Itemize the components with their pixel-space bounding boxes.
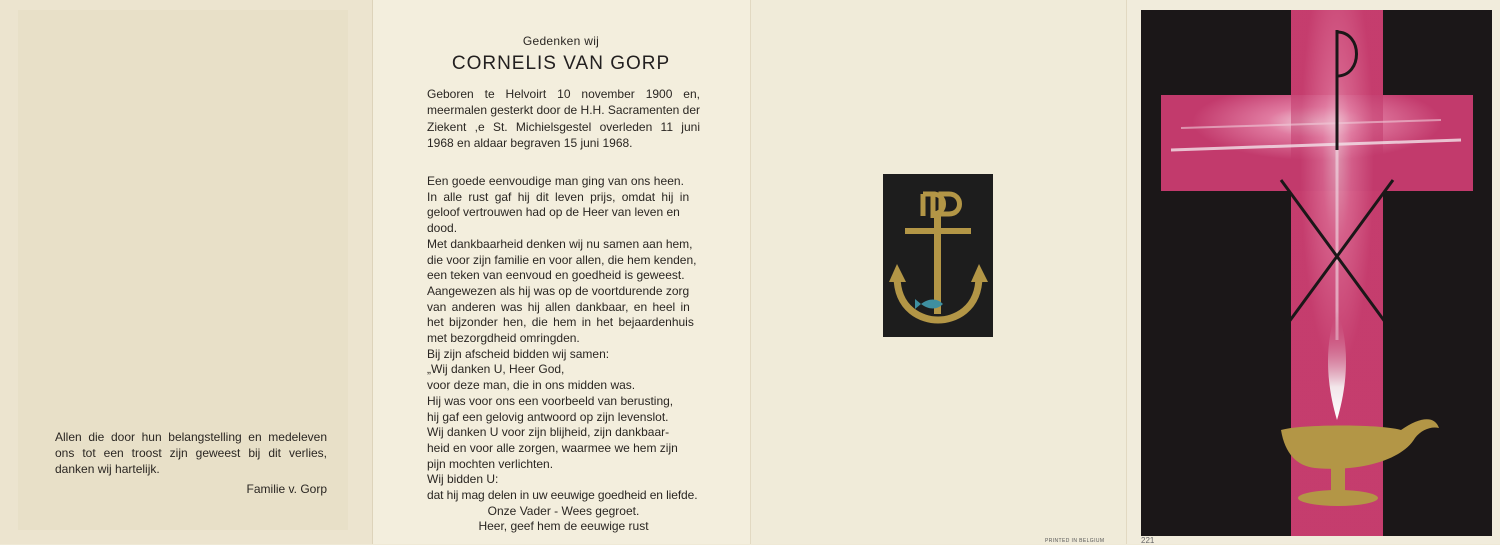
- text-line: pijn mochten verlichten.: [427, 456, 554, 471]
- text-line: Aangewezen als hij was op de voortdurende zorg: [427, 283, 690, 298]
- text-line: Bij zijn afscheid bidden wij samen:: [427, 346, 610, 361]
- text-line: Wij bidden U:: [427, 472, 499, 487]
- text-line: dat hij mag delen in uw eeuwige goedheid en liefde.: [427, 488, 698, 503]
- text-line: het bijzonder hen, die hem in het bejaardenhuis: [427, 315, 694, 330]
- deceased-name: CORNELIS VAN GORP: [451, 53, 671, 74]
- text-line: Hij was voor ons een voorbeeld van berusting,: [427, 393, 674, 408]
- text-line: Een goede eenvoudige man ging van ons heen.: [427, 174, 685, 188]
- text-line: met bezorgdheid omringden.: [427, 331, 580, 346]
- text-line: geloof vertrouwen had op de Heer van leven en: [427, 205, 680, 220]
- text-line: In alle rust gaf hij dit leven prijs, omdat hij in: [427, 189, 690, 204]
- text-line: Wij danken U voor zijn blijheid, zijn dankbaar-: [427, 425, 670, 440]
- cross-illustration: [1141, 10, 1492, 536]
- text-line: voor deze man, die in ons midden was.: [427, 378, 636, 393]
- anchor-emblem: [883, 174, 993, 337]
- text-line: heid en voor alle zorgen, waarmee we hem zijn: [427, 440, 678, 455]
- prayer-line: Onze Vader - Wees gegroet.: [487, 503, 640, 518]
- family-signature: Familie v. Gorp: [246, 482, 327, 496]
- text-line: dood.: [427, 221, 458, 236]
- text-line: van anderen was hij allen dankbaar, en heel in: [427, 299, 690, 314]
- printed-in-note: PRINTED IN BELGIUM: [1045, 538, 1105, 544]
- bio-paragraph: Geboren te Helvoirt 10 november 1900 en, meermalen gesterkt door de H.H. Sacramenten der Ziekent ,e St. Michielsgestel overleden 11 juni 1968 en aldaar begraven 15 juni 1968.: [427, 87, 700, 151]
- cross-artwork: [1141, 10, 1492, 536]
- text-line: die voor zijn familie en voor allen, die hem kenden,: [427, 252, 697, 267]
- thanks-text-block: [55, 429, 327, 477]
- text-line: Met dankbaarheid denken wij nu samen aan hem,: [427, 236, 693, 251]
- anchor-icon: [883, 174, 993, 337]
- eulogy-text: [427, 174, 700, 535]
- card-number: 221: [1141, 536, 1155, 545]
- thanks-text: Allen die door hun belangstelling en medeleven ons tot een troost zijn geweest bij dit verlies, danken wij hartelijk.: [55, 430, 327, 476]
- heading: Gedenken wij: [522, 34, 600, 48]
- text-line: „Wij danken U, Heer God,: [427, 362, 565, 377]
- text-line: hij gaf een gelovig antwoord op zijn levenslot.: [427, 409, 669, 424]
- prayer-line: Heer, geef hem de eeuwige rust: [478, 519, 649, 534]
- text-line: een teken van eenvoud en goedheid is geweest.: [427, 268, 685, 283]
